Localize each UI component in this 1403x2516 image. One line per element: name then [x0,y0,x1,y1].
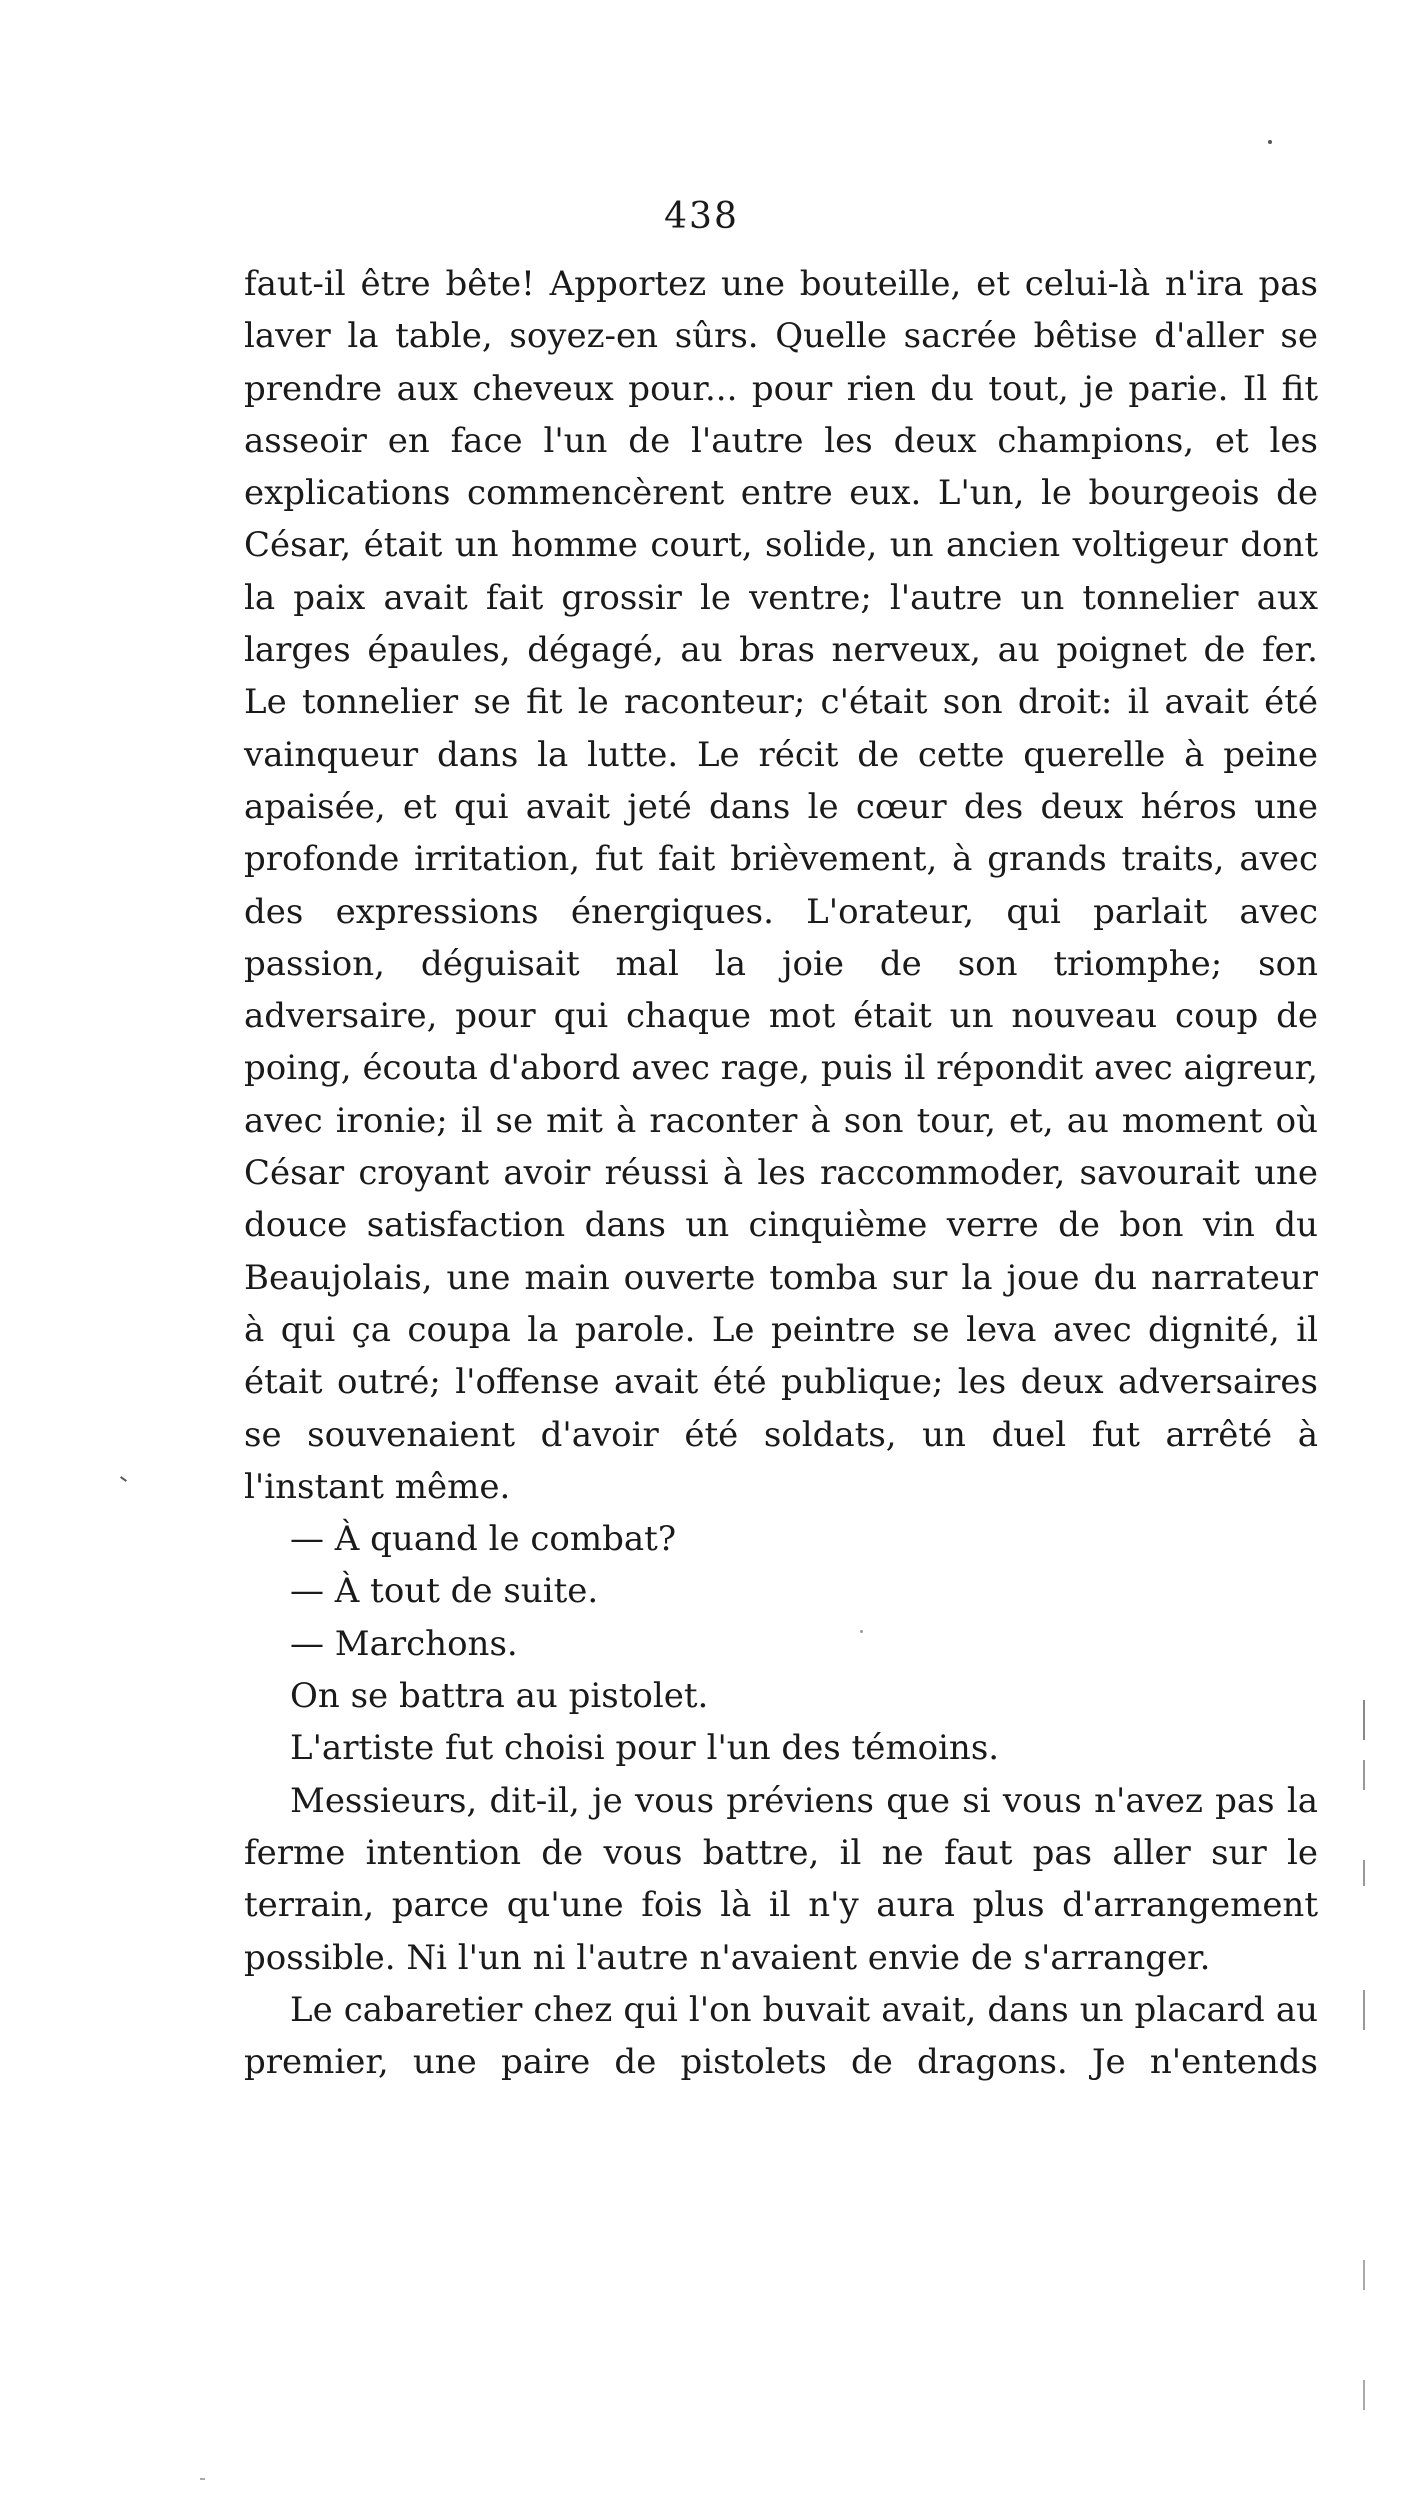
paragraph-short: L'artiste fut choisi pour l'un des témoins. [290,1728,1000,1769]
margin-line [1363,1760,1365,1790]
page-text [244,258,1318,2088]
margin-line [1363,2380,1365,2410]
paragraph-short: On se battra au pistolet. [290,1676,709,1717]
margin-line [1363,1700,1365,1740]
dialogue-line: — Marchons. [290,1623,518,1664]
scan-speck [860,1630,863,1633]
page-number: 438 [664,196,739,237]
scan-speck [120,1476,127,1482]
paragraph-cabaretier: Le cabaretier chez qui l'on buvait avait, dans un placard au premier, une paire de pistolets de dragons. Je n'entends [244,1989,1318,2083]
scan-speck [200,2478,205,2480]
scan-speck [1268,140,1272,144]
dialogue-line: — À quand le combat? [290,1519,677,1560]
paragraph-warning: Messieurs, dit-il, je vous préviens que si vous n'avez pas la ferme intention de vous battre, il ne faut pas aller sur le terrain, parce qu'une fois là il n'y aura plus d'arrangement possible. Ni l'un ni l'autre n'avaient envie de s'arranger. [244,1780,1318,1978]
paragraph-narrative: faut-il être bête! Apportez une bouteille, et celui-là n'ira pas laver la table, soyez-en sûrs. Quelle sacrée bêtise d'aller se prendre aux cheveux pour... pour rien du tout, je parie. Il fit asseoir en face l'un de l'autre les deux champions, et les explications commencèrent entre eux. L'un, le bourgeois de César, était un homme court, solide, un ancien voltigeur dont la paix avait fait grossir le ventre; l'autre un tonnelier aux larges épaules, dégagé, au bras nerveux, au poignet de fer. Le tonnelier se fit le raconteur; c'était son droit: il avait été vainqueur dans la lutte. Le récit de cette querelle à peine apaisée, et qui avait jeté dans le cœur des deux héros une profonde irritation, fut fait brièvement, à grands traits, avec des expressions énergiques. L'orateur, qui parlait avec passion, déguisait mal la joie de son triomphe; son adversaire, pour qui chaque mot était un nouveau coup de poing, écouta d'abord avec rage, puis il répondit avec aigreur, avec ironie; il se mit à raconter à son tour, et, au moment où César croyant avoir réussi à les raccommoder, savourait une douce satisfaction dans un cinquième verre de bon vin du Beaujolais, une main ouverte tomba sur la joue du narrateur à qui ça coupa la parole. Le peintre se leva avec dignité, il était outré; l'offense avait été publique; les deux adversaires se souvenaient d'avoir été soldats, un duel fut arrêté à l'instant même. [244,264,1318,1507]
margin-line [1363,2260,1365,2290]
margin-line [1363,1990,1365,2030]
margin-line [1363,1860,1365,1886]
dialogue-line: — À tout de suite. [290,1571,599,1612]
